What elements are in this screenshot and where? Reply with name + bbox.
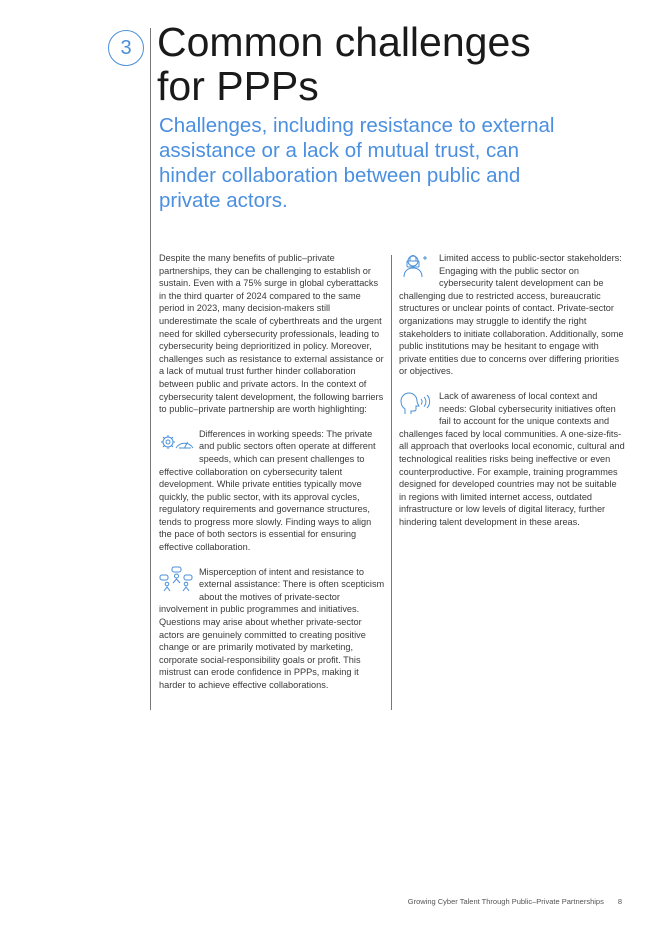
chapter-number-badge: 3 bbox=[108, 30, 144, 66]
challenge-item-working-speeds bbox=[159, 428, 385, 554]
head-sound-waves-icon bbox=[399, 390, 435, 416]
left-column bbox=[159, 252, 385, 704]
page-number: 8 bbox=[617, 897, 622, 906]
person-lock-icon bbox=[399, 252, 435, 278]
intro-paragraph: Despite the many benefits of public–private partnerships, they can be challenging to establish or sustain. Even with a 75% surge in global cyberattacks in the third quarter of 2024 compared to the same period in 2023, many decision-makers still underestimate the scale of cyberthreats and the urgent need for skilled cybersecurity professionals, leading to cybersecurity being deprioritized in policy. Moreover, challenges such as resistance to external assistance or a lack of mutual trust further hinder collaboration between public and private actors. In the context of cybersecurity talent development, the following barriers to public–private partnership are worth highlighting: bbox=[159, 253, 384, 415]
left-divider-line bbox=[150, 28, 151, 710]
challenge-item-text: Differences in working speeds: The private and public sectors often operate at different speeds, which can present challenges to effective collaboration on cybersecurity talent development. While private entities typically move quickly, the public sector, with its approval cycles, regulatory requirements and governance structures, tends to progress more slowly. Finding ways to align the pace of both sectors is essential for ensuring effective collaboration. bbox=[159, 428, 376, 553]
challenge-item-text: Misperception of intent and resistance to external assistance: There is often scepticism about the motives of private-sector involvement in public programmes and initiatives. Questions may arise about whether private-sector actors are genuinely committed to creating positive change or are primarily motivated by marketing, corporate social-responsibility goals or profit. This mistrust can erode confidence in PPPs, making it harder to achieve effective collaborations. bbox=[159, 566, 385, 690]
column-divider-line bbox=[391, 255, 392, 710]
page-title: Common challenges for PPPs bbox=[157, 19, 531, 109]
challenge-item-local-context bbox=[399, 390, 625, 529]
challenge-item-text: Lack of awareness of local context and needs: Global cybersecurity initiatives often fail to account for the unique contexts and challenges faced by local communities. A one-size-fits-all approach that overlooks local economic, cultural and technological realities risks being ineffective or even counterproductive. For example, training programmes designed for developed countries may not be suitable in regions with limited internet access, outdated infrastructure or low levels of digital literacy, further hindering talent development in these areas. bbox=[399, 390, 625, 527]
people-speech-bubbles-icon bbox=[159, 566, 195, 592]
footer-report-title: Growing Cyber Talent Through Public–Private Partnerships bbox=[407, 897, 604, 906]
challenge-item-limited-access bbox=[399, 252, 625, 378]
challenge-item-text: Limited access to public-sector stakeholders: Engaging with the public sector on cybersecurity talent development can be challenging due to restricted access, bureaucratic structures or unclear points of contact. Private-sector organizations may struggle to identify the right stakeholders to initiate collaboration. Additionally, some public institutions may be hesitant to engage with private entities due to concerns over differing priorities or objectives. bbox=[399, 253, 624, 377]
page-footer bbox=[360, 897, 622, 906]
challenge-item-misperception bbox=[159, 566, 385, 692]
gears-speedometer-icon bbox=[159, 428, 195, 454]
page-subtitle: Challenges, including resistance to external assistance or a lack of mutual trust, can hinder collaboration between public and private actors. bbox=[159, 114, 555, 212]
right-column bbox=[399, 252, 625, 540]
